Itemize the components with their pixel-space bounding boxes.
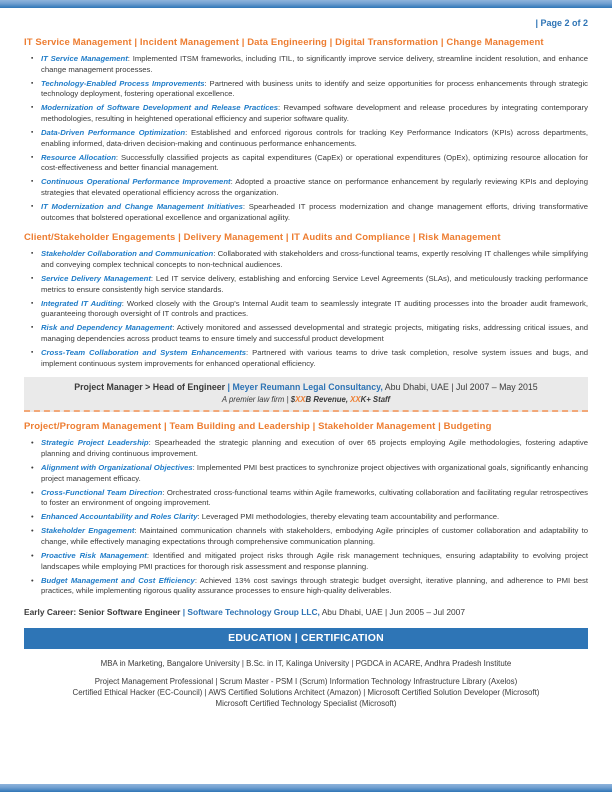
bullet-description: : Worked closely with the Group's Internal Audit team to seamlessly integrate IT auditing processes into the broader audit framework, guaranteeing thorough oversight of IT controls and practices.: [41, 298, 588, 319]
bullet-item: [24, 438, 588, 459]
bullet-text: [41, 438, 588, 459]
top-border-bar: [0, 0, 612, 8]
bullet-item: [24, 202, 588, 223]
bullet-item: [24, 488, 588, 509]
bullet-item: [24, 576, 588, 597]
bullet-text: [41, 177, 588, 198]
bullet-item: [24, 128, 588, 149]
company-name: Meyer Reumann Legal Consultancy,: [232, 382, 383, 393]
bullet-item: [24, 103, 588, 124]
bullet-item: [24, 274, 588, 295]
bullet-marker: ▪: [31, 203, 34, 211]
bullet-lead-in: Cross-Functional Team Direction: [41, 487, 163, 497]
bullet-description: : Identified and mitigated project risks through Agile risk management techniques, ensuring adaptability to evolving project landscapes while employing PMI practices for thorough risk assessment and response planning.: [41, 551, 588, 571]
bullet-marker: ▪: [31, 349, 34, 357]
bullet-item: [24, 299, 588, 320]
bullet-marker: ▪: [31, 129, 34, 137]
certification-line: Certified Ethical Hacker (EC-Council) | AWS Certified Solutions Architect (Amazon) | Microsoft Certified Solution Developer (Microsoft): [72, 688, 540, 698]
section-project-program: [24, 421, 588, 597]
bullet-description: : Successfully classified projects as capital expenditures (CapEx) or operational expenditures (OpEx), optimizing resource allocation for cost-effectiveness and better financial management.: [41, 152, 588, 173]
bullet-text: [41, 576, 588, 597]
early-career-line: [24, 606, 588, 618]
separator: |: [180, 606, 188, 617]
bullet-lead-in: Cross-Team Collaboration and System Enhancements: [41, 348, 247, 358]
bullet-lead-in: Alignment with Organizational Objectives: [41, 462, 193, 472]
bullet-marker: •: [31, 512, 34, 522]
bullet-text: [41, 512, 588, 523]
bullet-lead-in: Data-Driven Performance Optimization: [41, 128, 186, 138]
bullet-text: [41, 299, 588, 320]
bullet-text: [41, 103, 588, 124]
bullet-lead-in: Modernization of Software Development and Release Practices: [41, 103, 279, 113]
bullet-text: [41, 463, 588, 484]
bullet-text: [41, 128, 588, 149]
bullet-text: [41, 79, 588, 100]
section-heading: IT Service Management | Incident Management | Data Engineering | Digital Transformation | Change Management: [24, 37, 544, 48]
revenue-masked: XX: [295, 395, 306, 405]
bullet-text: [41, 54, 588, 75]
bullet-text: [41, 551, 588, 572]
bullet-marker: •: [31, 575, 34, 585]
bullet-description: : Implemented ITSM frameworks, including ITIL, to significantly improve service delivery, streamline incident resolution, and enhance change management processes.: [41, 54, 589, 74]
bullet-description: : Partnered with various teams to drive task completion, resolve system issues and bugs, and implement continuous system improvements for enhanced operational efficiency.: [41, 348, 588, 368]
bullet-lead-in: Risk and Dependency Management: [41, 323, 173, 333]
bullet-marker: ▪: [31, 178, 34, 186]
job-title: Project Manager > Head of Engineer: [74, 382, 226, 393]
bullet-list: [24, 249, 588, 369]
bullet-marker: •: [31, 526, 34, 536]
bullet-item: [24, 526, 588, 547]
education-certification-banner: EDUCATION | CERTIFICATION: [24, 628, 588, 649]
staff-masked: XX: [350, 395, 361, 405]
bullet-item: [24, 463, 588, 484]
section-it-service-management: [24, 37, 588, 223]
bullet-lead-in: IT Service Management: [41, 54, 128, 63]
bullet-item: [24, 79, 588, 100]
bullet-marker: •: [31, 462, 34, 472]
bullet-text: [41, 249, 588, 270]
staff-label: K+ Staff: [360, 395, 391, 405]
bullet-item: [24, 177, 588, 198]
bottom-border-bar: [0, 784, 612, 792]
bullet-lead-in: Enhanced Accountability and Roles Clarity: [41, 512, 198, 522]
bullet-lead-in: Integrated IT Auditing: [41, 298, 122, 308]
bullet-text: [41, 202, 588, 223]
early-career-company: Software Technology Group LLC,: [187, 606, 320, 617]
certification-line: Project Management Professional | Scrum Master - PSM I (Scrum) Information Technology Infrastructure Library (Axelos): [94, 676, 518, 686]
bullet-lead-in: Proactive Risk Management: [41, 551, 147, 561]
bullet-marker: ▪: [31, 250, 34, 258]
page-number: | Page 2 of 2: [535, 18, 588, 28]
bullet-description: : Leveraged PMI methodologies, thereby elevating team accountability and performance.: [197, 512, 500, 522]
certification-line: Microsoft Certified Technology Specialist (Microsoft): [215, 699, 397, 709]
bullet-description: : Orchestrated cross-functional teams within Agile frameworks, cultivating collaboration and facilitating regular retrospectives to foster an environment of ongoing improvement.: [41, 487, 588, 508]
bullet-lead-in: Technology-Enabled Process Improvements: [41, 78, 205, 88]
revenue-prefix: $: [290, 395, 296, 405]
bullet-marker: ▪: [31, 153, 34, 161]
bullet-lead-in: Stakeholder Engagement: [41, 526, 135, 536]
bullet-lead-in: Stakeholder Collaboration and Communication: [41, 249, 214, 259]
education-line: MBA in Marketing, Bangalore University | B.Sc. in IT, Kalinga University | PGDCA in ACARE, Andhra Pradesh Institute: [100, 658, 512, 668]
bullet-description: : Collaborated with stakeholders and cross-functional teams, expertly resolving IT challenges while simplifying and conveying complex technical concepts to non-technical audiences.: [41, 249, 588, 269]
bullet-lead-in: IT Modernization and Change Management Initiatives: [41, 202, 243, 212]
section-client-stakeholder: [24, 232, 588, 369]
bullet-text: [41, 488, 588, 509]
early-career-role: Senior Software Engineer: [78, 606, 181, 617]
bullet-description: : Adopted a proactive stance on performance enhancement by regularly reviewing KPIs and deploying strategies that elevated operational efficiency across the organization.: [41, 177, 588, 198]
bullet-description: : Achieved 13% cost savings through strategic budget oversight, iterative planning, and adherence to PMI best practices, while implementing rigorous quality assurance processes to ensure high-quality deliverables.: [41, 575, 589, 596]
bullet-marker: ▪: [31, 79, 34, 87]
bullet-lead-in: Budget Management and Cost Efficiency: [41, 575, 195, 585]
section-heading: Client/Stakeholder Engagements | Delivery Management | IT Audits and Compliance | Risk Management: [24, 232, 501, 244]
bullet-description: : Established and enforced rigorous controls for tracking Key Performance Indicators (KPIs) across departments, enabling informed, data-driven decision-making and continuous performance enhancements.: [41, 128, 588, 148]
location-dates: Abu Dhabi, UAE | Jul 2007 – May 2015: [382, 382, 538, 393]
bullet-item: [24, 323, 588, 344]
bullet-lead-in: Continuous Operational Performance Improvement: [41, 177, 231, 187]
bullet-marker: •: [31, 551, 34, 561]
firm-description: A premier law firm |: [221, 395, 291, 405]
bullet-lead-in: Strategic Project Leadership: [41, 438, 149, 448]
bullet-marker: •: [31, 487, 34, 497]
experience-subtitle-line: [32, 394, 580, 405]
bullet-description: : Partnered with business units to identify and seize opportunities for process enhancements through strategic technology deployment, fostering operational excellence.: [41, 78, 588, 99]
bullet-marker: ▪: [31, 104, 34, 112]
bullet-list: [24, 54, 588, 223]
bullet-description: : Actively monitored and assessed developmental and strategic projects, mitigating risks, addressing critical issues, and managing dependencies across product teams to ensure timely and successful product development: [41, 323, 588, 343]
bullet-item: [24, 512, 588, 523]
certifications-block: [24, 676, 588, 710]
experience-header-box: [24, 377, 588, 412]
experience-title-line: [32, 381, 580, 394]
bullet-text: [41, 153, 588, 174]
bullet-text: [41, 274, 588, 295]
early-career-label: Early Career:: [24, 606, 79, 617]
bullet-marker: ▪: [31, 275, 34, 282]
bullet-description: : Revamped software development and release procedures by integrating contemporary methodologies, resulting in heightened operational efficiency and superior software quality.: [41, 103, 588, 123]
revenue-label: B Revenue,: [305, 395, 351, 405]
bullet-description: : Spearheaded IT process modernization and change management efforts, driving transformative outcomes that bolstered operational excellence and organizational agility.: [41, 202, 589, 222]
bullet-marker: ▪: [31, 55, 34, 62]
separator: |: [225, 382, 233, 393]
bullet-description: : Implemented PMI best practices to synchronize project objectives with organizational goals, significantly enhancing project management efficacy.: [41, 462, 588, 483]
bullet-description: : Maintained communication channels with stakeholders, embodying Agile principles of customer collaboration and adaptability to change, while effectively managing expectations through comprehensive communication planning.: [41, 526, 588, 546]
bullet-item: [24, 551, 588, 572]
early-career-location-dates: Abu Dhabi, UAE | Jun 2005 – Jul 2007: [319, 606, 465, 617]
bullet-text: [41, 526, 588, 547]
bullet-text: [41, 348, 588, 369]
bullet-description: : Led IT service delivery, establishing and enforcing Service Level Agreements (SLAs), and meticulously tracking performance metrics to ensure consistently high service standards.: [41, 274, 588, 294]
bullet-item: [24, 348, 588, 369]
bullet-item: [24, 153, 588, 174]
bullet-description: : Spearheaded the strategic planning and execution of over 65 projects employing Agile methodologies, fostering adaptive planning and driving continuous improvement.: [41, 438, 588, 458]
bullet-marker: ▪: [31, 324, 34, 332]
bullet-item: [24, 54, 588, 75]
bullet-lead-in: Service Delivery Management: [41, 274, 151, 283]
bullet-item: [24, 249, 588, 270]
section-heading: Project/Program Management | Team Building and Leadership | Stakeholder Management | Budgeting: [24, 421, 492, 433]
bullet-marker: ▪: [31, 299, 34, 307]
bullet-lead-in: Resource Allocation: [41, 152, 116, 162]
bullet-list: [24, 438, 588, 597]
bullet-marker: •: [31, 438, 34, 448]
bullet-text: [41, 323, 588, 344]
